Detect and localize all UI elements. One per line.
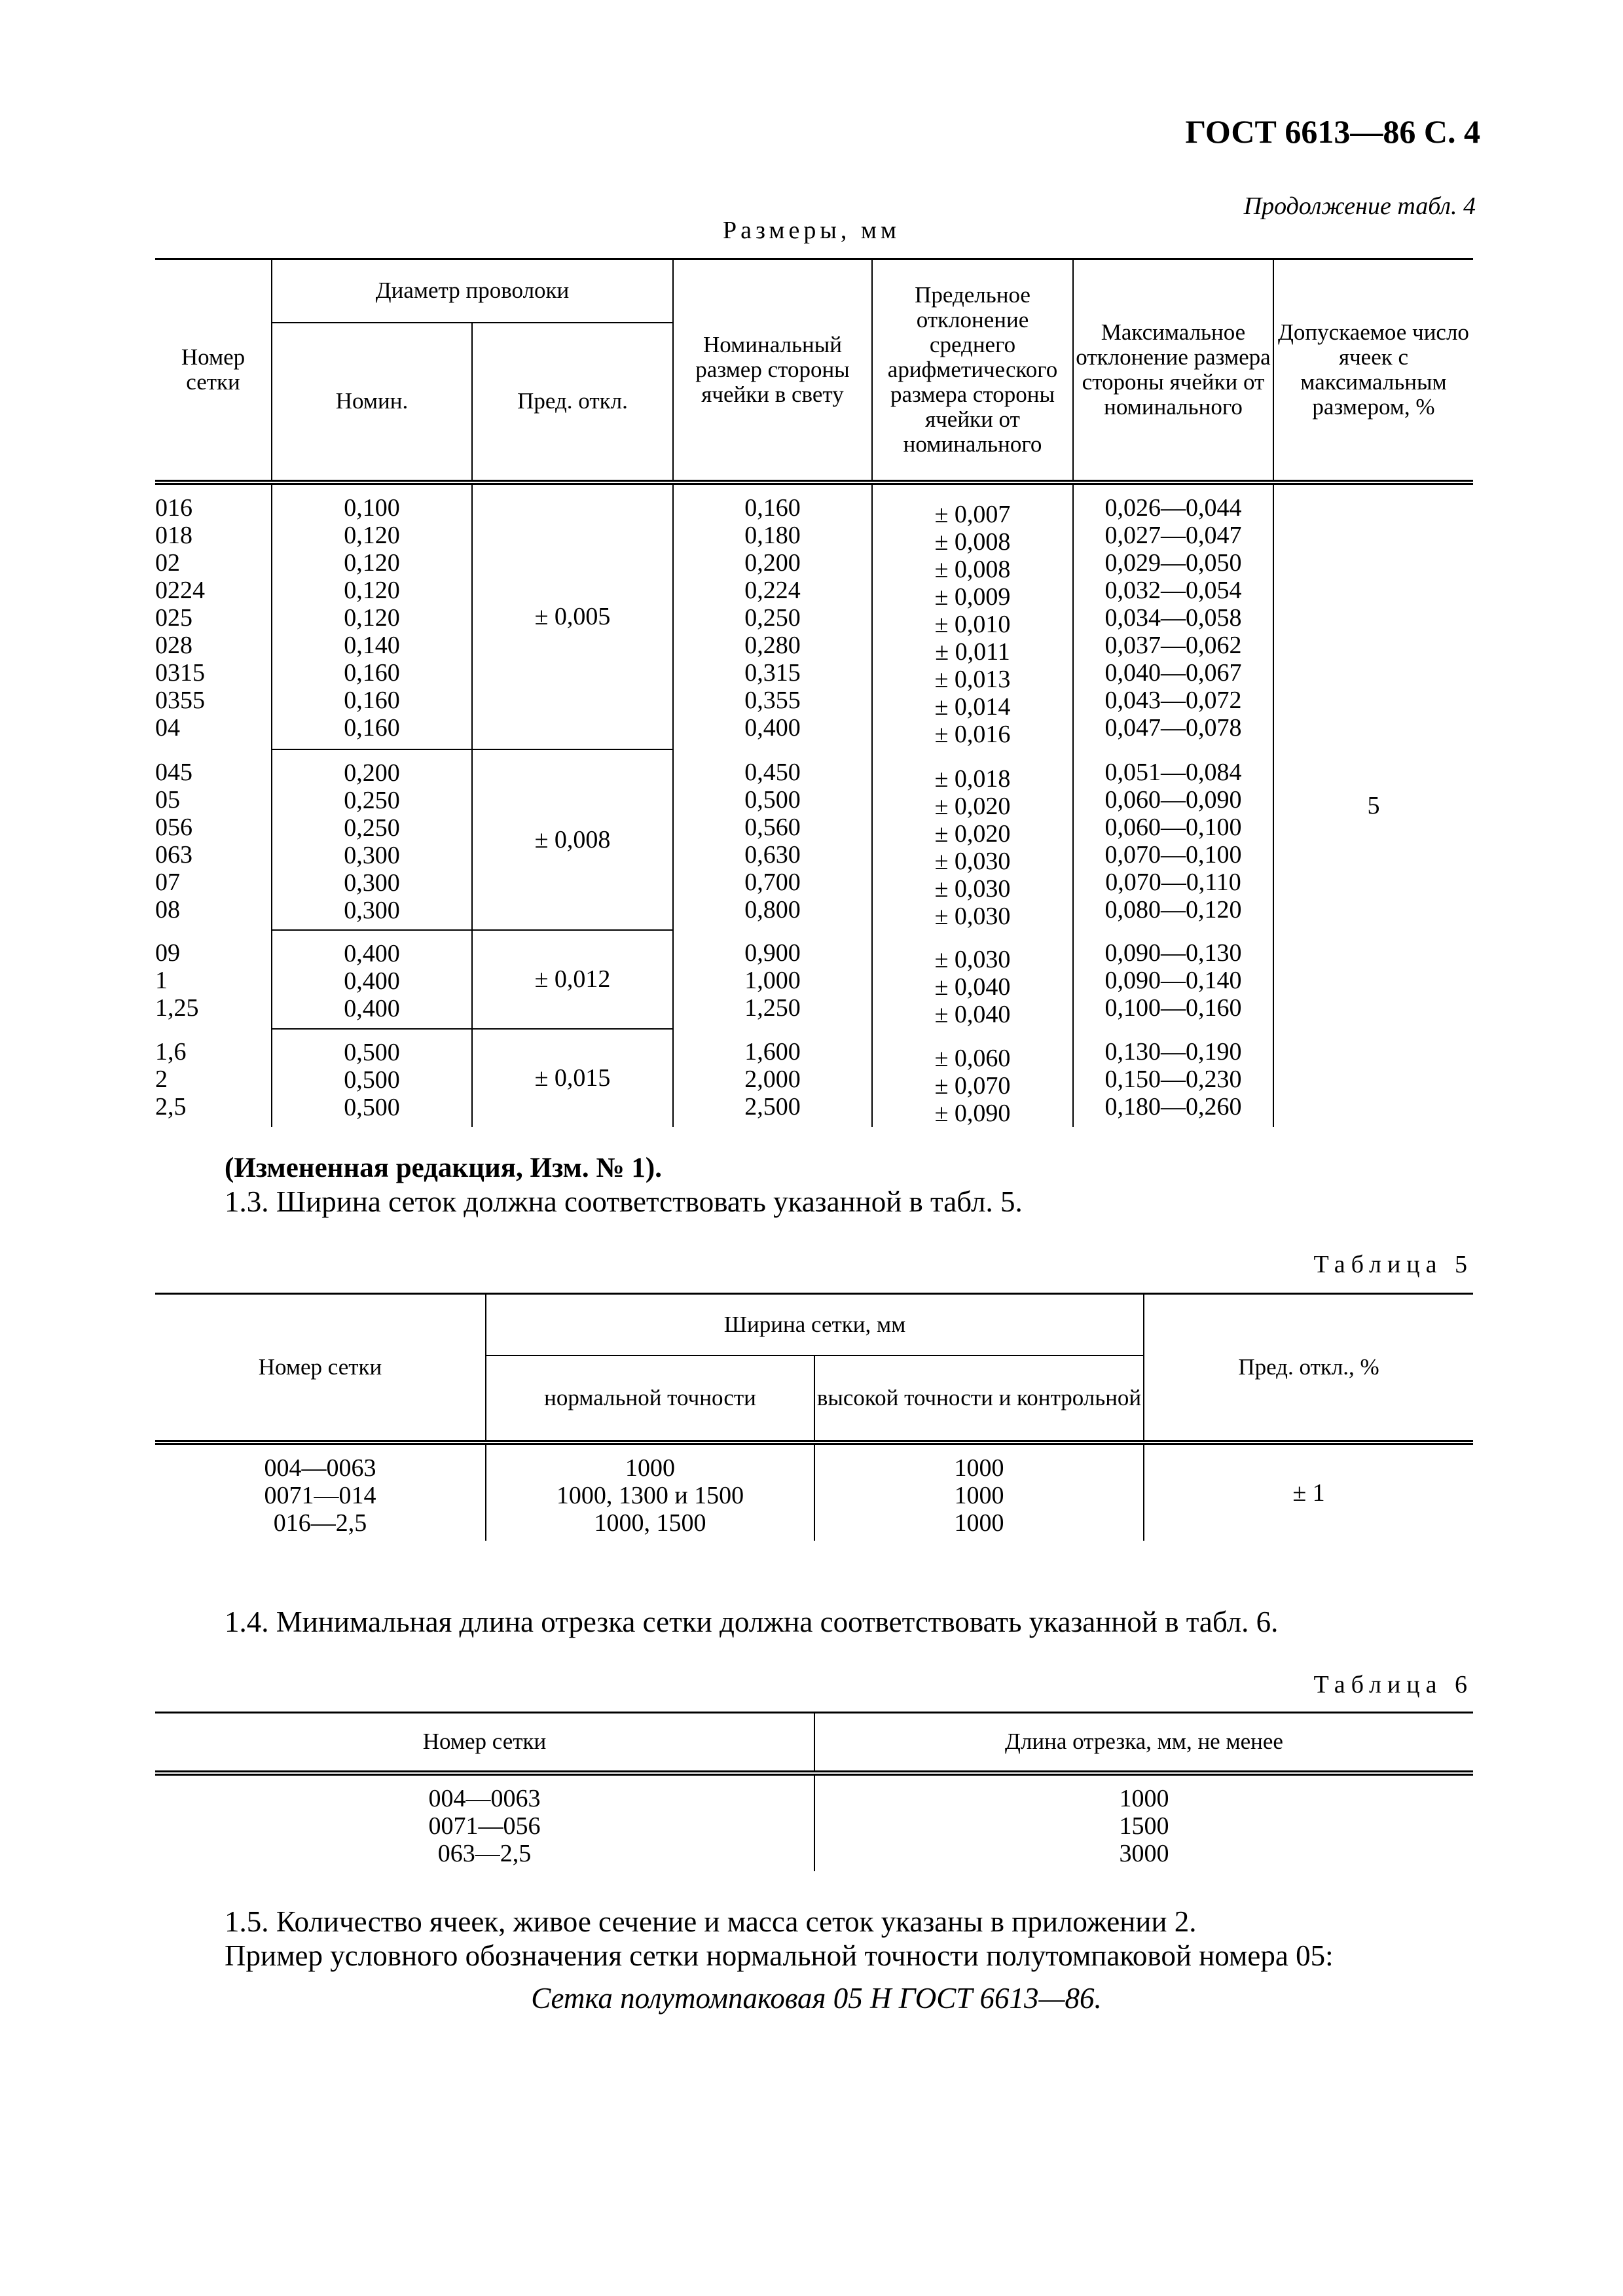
cell-line: ± 0,070 <box>934 1071 1011 1100</box>
cell-line: ± 0,040 <box>934 1000 1011 1028</box>
mean-dev-col <box>872 930 1073 1029</box>
paragraph-1-3: 1.3. Ширина сеток должна соответствовать указанной в табл. 5. <box>225 1185 1023 1218</box>
aperture-col <box>673 1029 872 1127</box>
cell-line: ± 0,020 <box>934 819 1011 848</box>
header-nominal-aperture: Номинальный размер стороны ячейки в свету <box>673 259 872 482</box>
cell-line: 0,027—0,047 <box>1104 521 1242 549</box>
cell-line: 09 <box>155 939 180 967</box>
cell-line: 0,060—0,090 <box>1104 785 1242 814</box>
wire-limit-dev-value: ± 0,008 <box>472 749 673 930</box>
cell-line: 1000 <box>625 1454 675 1482</box>
cell-line: ± 0,009 <box>934 583 1011 611</box>
cell-line: 0,160 <box>344 713 400 742</box>
mesh-col <box>155 749 272 930</box>
cell-line: 0,224 <box>744 576 801 604</box>
mesh-col <box>155 1773 814 1871</box>
page-header: ГОСТ 6613—86 С. 4 <box>1185 113 1480 150</box>
wire-limit-dev-value: ± 0,015 <box>472 1029 673 1127</box>
cell-line: 0,130—0,190 <box>1104 1037 1242 1066</box>
cell-line: 0355 <box>155 686 205 714</box>
cell-line: 05 <box>155 785 180 814</box>
cell-line: 0,120 <box>344 548 400 577</box>
header-wire-diameter: Диаметр проволоки <box>272 259 673 323</box>
header-allowed-count: Допускаемое число ячеек с максимальным размером, % <box>1273 259 1473 482</box>
cell-line: 0,150—0,230 <box>1104 1065 1242 1093</box>
cell-line: 0,355 <box>744 686 801 714</box>
cell-line: 0,250 <box>344 814 400 842</box>
cell-line: 0,400 <box>344 967 400 995</box>
max-dev-col <box>1073 930 1273 1029</box>
cell-line: 0,029—0,050 <box>1104 548 1242 577</box>
cell-line: 0,250 <box>344 786 400 814</box>
cell-line: ± 0,011 <box>935 637 1010 666</box>
cell-line: 0,400 <box>744 713 801 742</box>
cell-line: 045 <box>155 758 192 786</box>
mean-dev-col <box>872 749 1073 930</box>
normal-width-col <box>486 1443 814 1541</box>
mean-dev-col <box>872 1029 1073 1127</box>
cell-line: ± 0,030 <box>934 847 1011 875</box>
wire-nominal-col <box>272 1029 472 1127</box>
cell-line: ± 0,013 <box>934 665 1011 693</box>
cell-line: 0,070—0,110 <box>1105 868 1241 896</box>
table-5 <box>155 1293 1473 1541</box>
wire-nominal-col <box>272 482 472 749</box>
cell-line: 1,600 <box>744 1037 801 1066</box>
paragraph-1-4: 1.4. Минимальная длина отрезка сетки должна соответствовать указанной в табл. 6. <box>225 1605 1279 1638</box>
cell-line: 0,700 <box>744 868 801 896</box>
cell-line: 0,040—0,067 <box>1104 658 1242 687</box>
paragraph-1-5: 1.5. Количество ячеек, живое сечение и масса сеток указаны в приложении 2. <box>225 1905 1197 1938</box>
header-mesh-no: Номер сетки <box>155 259 272 482</box>
cell-line: 0,080—0,120 <box>1104 895 1242 924</box>
high-width-col <box>814 1443 1144 1541</box>
mesh-col <box>155 482 272 749</box>
example-intro: Пример условного обозначения сетки нормальной точности полутомпаковой номера 05: <box>225 1939 1334 1972</box>
cell-line: 0,060—0,100 <box>1104 813 1242 841</box>
max-dev-col <box>1073 1029 1273 1127</box>
cell-line: 018 <box>155 521 192 549</box>
cell-line: 0,500 <box>344 1093 400 1121</box>
cell-line: 056 <box>155 813 192 841</box>
cell-line: 0,630 <box>744 840 801 869</box>
cell-line: 1000 <box>954 1454 1004 1482</box>
cell-line: 2,5 <box>155 1092 187 1121</box>
units-label: Размеры, мм <box>722 217 900 244</box>
cell-line: 07 <box>155 868 180 896</box>
cell-line: 004—0063 <box>428 1784 541 1812</box>
cell-line: 063—2,5 <box>437 1839 532 1867</box>
header-length: Длина отрезка, мм, не менее <box>814 1713 1473 1773</box>
amended-note: (Измененная редакция, Изм. № 1). <box>225 1153 662 1183</box>
example-designation: Сетка полутомпаковая 05 Н ГОСТ 6613—86. <box>531 1982 1102 2015</box>
cell-line: 0,450 <box>744 758 801 786</box>
table-6 <box>155 1712 1473 1871</box>
cell-line: ± 0,030 <box>934 902 1011 930</box>
cell-line: 0,160 <box>344 686 400 714</box>
cell-line: 0,180—0,260 <box>1104 1092 1242 1121</box>
mesh-col <box>155 930 272 1029</box>
cell-line: 0,300 <box>344 841 400 869</box>
table-5-caption: Таблица 5 <box>1313 1251 1473 1278</box>
cell-line: 0,300 <box>344 896 400 924</box>
cell-line: 0,032—0,054 <box>1104 576 1242 604</box>
wire-nominal-col <box>272 930 472 1029</box>
cell-line: 0,026—0,044 <box>1104 493 1242 522</box>
cell-line: ± 0,040 <box>934 973 1011 1001</box>
header-mean-limit-dev: Предельное отклонение среднего арифметического размера стороны ячейки от номинального <box>872 259 1073 482</box>
cell-line: 0,300 <box>344 869 400 897</box>
cell-line: 0,120 <box>344 521 400 549</box>
cell-line: 1000 <box>1119 1784 1169 1812</box>
cell-line: 2 <box>155 1065 168 1093</box>
cell-line: 0,034—0,058 <box>1104 603 1242 632</box>
header-width: Ширина сетки, мм <box>486 1294 1144 1355</box>
cell-line: 0,047—0,078 <box>1104 713 1242 742</box>
cell-line: 0315 <box>155 658 205 687</box>
cell-line: 025 <box>155 603 192 632</box>
wire-nominal-col <box>272 749 472 930</box>
allowed-count-value: 5 <box>1273 482 1473 1127</box>
header-limit-dev: Пред. откл., % <box>1144 1294 1473 1443</box>
cell-line: 0,140 <box>344 631 400 659</box>
cell-line: 04 <box>155 713 180 742</box>
cell-line: 1,25 <box>155 994 199 1022</box>
max-dev-col <box>1073 482 1273 749</box>
cell-line: 0,037—0,062 <box>1104 631 1242 659</box>
header-normal-accuracy: нормальной точности <box>486 1355 814 1443</box>
wire-limit-dev-value: ± 0,005 <box>472 482 673 749</box>
header-mesh-no: Номер сетки <box>155 1713 814 1773</box>
cell-line: ± 0,016 <box>934 720 1011 748</box>
cell-line: 004—0063 <box>264 1454 376 1482</box>
aperture-col <box>673 930 872 1029</box>
cell-line: ± 0,018 <box>934 764 1011 793</box>
table-row-group <box>155 482 1473 749</box>
cell-line: 0,250 <box>744 603 801 632</box>
cell-line: 0,180 <box>744 521 801 549</box>
cell-line: ± 0,007 <box>934 500 1011 528</box>
cell-line: 0,200 <box>744 548 801 577</box>
aperture-col <box>673 749 872 930</box>
cell-line: 0,160 <box>744 493 801 522</box>
length-col <box>814 1773 1473 1871</box>
cell-line: 0,043—0,072 <box>1104 686 1242 714</box>
cell-line: 0,070—0,100 <box>1104 840 1242 869</box>
cell-line: 0,400 <box>344 939 400 967</box>
cell-line: 016 <box>155 493 192 522</box>
mesh-col <box>155 1443 486 1541</box>
cell-line: 0,900 <box>744 939 801 967</box>
cell-line: 1000 <box>954 1509 1004 1537</box>
cell-line: 1000 <box>954 1481 1004 1509</box>
cell-line: 0,120 <box>344 603 400 632</box>
cell-line: 1,6 <box>155 1037 187 1066</box>
cell-line: 0,500 <box>744 785 801 814</box>
table-6-caption: Таблица 6 <box>1313 1671 1473 1698</box>
table-continuation-label: Продолжение табл. 4 <box>1243 192 1476 220</box>
cell-line: 1 <box>155 966 168 994</box>
cell-line: ± 0,014 <box>934 692 1011 721</box>
header-wire-limit-dev: Пред. откл. <box>472 323 673 482</box>
cell-line: ± 0,008 <box>934 555 1011 583</box>
wire-limit-dev-value: ± 0,012 <box>472 930 673 1029</box>
cell-line: 1000, 1300 и 1500 <box>556 1481 744 1509</box>
cell-line: 016—2,5 <box>273 1509 367 1537</box>
table-4 <box>155 258 1473 1127</box>
cell-line: 0224 <box>155 576 205 604</box>
header-wire-nominal: Номин. <box>272 323 472 482</box>
aperture-col <box>673 482 872 749</box>
cell-line: ± 0,060 <box>934 1044 1011 1072</box>
cell-line: 0,120 <box>344 576 400 604</box>
cell-line: ± 0,020 <box>934 792 1011 820</box>
cell-line: 0,800 <box>744 895 801 924</box>
cell-line: 1000, 1500 <box>594 1509 706 1537</box>
cell-line: 2,000 <box>744 1065 801 1093</box>
header-high-accuracy: высокой точности и контрольной <box>814 1355 1144 1443</box>
cell-line: 0,400 <box>344 994 400 1022</box>
cell-line: 0,500 <box>344 1066 400 1094</box>
cell-line: 0071—014 <box>264 1481 376 1509</box>
cell-line: 0,051—0,084 <box>1104 758 1242 786</box>
cell-line: 2,500 <box>744 1092 801 1121</box>
cell-line: ± 0,008 <box>934 528 1011 556</box>
cell-line: 0,090—0,130 <box>1104 939 1242 967</box>
cell-line: 1,000 <box>744 966 801 994</box>
cell-line: 063 <box>155 840 192 869</box>
cell-line: 1,250 <box>744 994 801 1022</box>
mesh-col <box>155 1029 272 1127</box>
cell-line: 0,500 <box>344 1038 400 1066</box>
cell-line: 0,100 <box>344 493 400 522</box>
header-max-dev: Максимальное отклонение размера стороны ячейки от номинального <box>1073 259 1273 482</box>
cell-line: 1500 <box>1119 1812 1169 1840</box>
limit-dev-value: ± 1 <box>1144 1443 1473 1541</box>
cell-line: 0,280 <box>744 631 801 659</box>
cell-line: 0,160 <box>344 658 400 687</box>
cell-line: 02 <box>155 548 180 577</box>
mean-dev-col <box>872 482 1073 749</box>
cell-line: ± 0,030 <box>934 945 1011 973</box>
cell-line: 0,560 <box>744 813 801 841</box>
cell-line: 0,100—0,160 <box>1104 994 1242 1022</box>
cell-line: ± 0,030 <box>934 874 1011 903</box>
cell-line: 0071—056 <box>428 1812 541 1840</box>
cell-line: 3000 <box>1119 1839 1169 1867</box>
max-dev-col <box>1073 749 1273 930</box>
cell-line: ± 0,010 <box>934 610 1011 638</box>
cell-line: 028 <box>155 631 192 659</box>
cell-line: 08 <box>155 895 180 924</box>
cell-line: ± 0,090 <box>934 1099 1011 1127</box>
cell-line: 0,200 <box>344 759 400 787</box>
header-mesh-no: Номер сетки <box>155 1294 486 1443</box>
cell-line: 0,315 <box>744 658 801 687</box>
cell-line: 0,090—0,140 <box>1104 966 1242 994</box>
